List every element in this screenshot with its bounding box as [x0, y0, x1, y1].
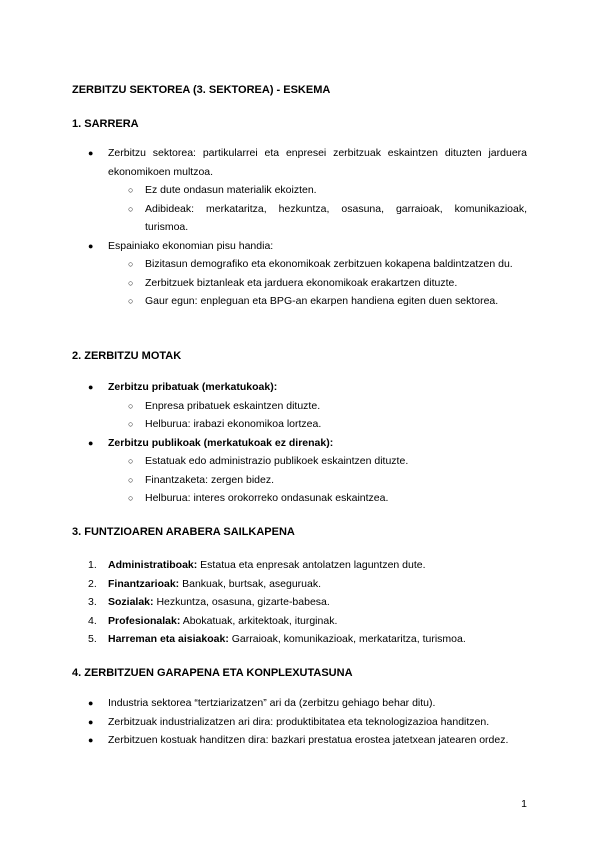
- list-item: [0, 181, 600, 200]
- list-item: [0, 292, 600, 311]
- sub-bullet-marker: ○: [128, 277, 134, 288]
- list-item: [0, 255, 600, 274]
- list-item: [0, 144, 600, 181]
- item-number: 3.: [88, 596, 97, 608]
- list-item-text: Zerbitzu sektorea: partikularrei eta enpresei zerbitzuak eskaintzen dituzten jarduera ekonomikoen multzoa.: [108, 147, 527, 178]
- list-item-text: Adibideak: merkataritza, hezkuntza, osasuna, garraioak, komunikazioak, turismoa.: [145, 202, 527, 233]
- section-1-list: [0, 144, 600, 311]
- list-item: [0, 713, 600, 732]
- list-item-text: Zerbitzuen kostuak handitzen dira: bazkari prestatua erostea jatetxean jatearen ordez.: [108, 734, 509, 746]
- sub-bullet-marker: ○: [128, 203, 134, 214]
- item-label: Sozialak:: [108, 596, 154, 608]
- list-item-text: Zerbitzuek biztanleak eta jarduera ekonomikoak erakartzen dituzte.: [145, 276, 458, 289]
- bullet-marker: ●: [88, 698, 94, 708]
- list-item-text: Industria sektorea “tertziarizatzen” ari da (zerbitzu gehiago behar ditu).: [108, 697, 436, 709]
- list-item: [0, 378, 600, 397]
- numbered-item: [0, 612, 600, 631]
- list-item-text: Zerbitzu publikoak (merkatukoak ez direnak):: [108, 436, 334, 449]
- section-4-list: [0, 694, 600, 750]
- item-text: Hezkuntza, osasuna, gizarte-babesa.: [153, 596, 330, 608]
- list-item: [0, 731, 600, 750]
- list-item: [0, 452, 600, 471]
- section-2-heading: 2. ZERBITZU MOTAK: [72, 350, 182, 362]
- item-text: Abokatuak, arkitektoak, iturginak.: [180, 614, 338, 627]
- list-item: [0, 694, 600, 713]
- list-item: [0, 471, 600, 490]
- list-item-text: Enpresa pribatuek eskaintzen dituzte.: [145, 399, 321, 412]
- item-text: Garraioak, komunikazioak, merkataritza, turismoa.: [228, 633, 466, 645]
- bullet-marker: ●: [88, 240, 94, 251]
- section-3-list: [0, 556, 600, 649]
- sub-bullet-marker: ○: [128, 419, 134, 429]
- list-item-text: Helburua: irabazi ekonomikoa lortzea.: [145, 418, 322, 430]
- item-label: Administratiboak:: [108, 559, 198, 571]
- list-item: [0, 415, 600, 434]
- sub-bullet-marker: ○: [128, 474, 134, 485]
- list-item: [0, 200, 600, 237]
- list-item: [0, 237, 600, 256]
- sub-bullet-marker: ○: [128, 185, 134, 195]
- list-item-text: Ez dute ondasun materialik ekoizten.: [145, 184, 317, 196]
- list-item: [0, 274, 600, 293]
- bullet-marker: ●: [88, 437, 94, 448]
- section-4-heading: 4. ZERBITZUEN GARAPENA ETA KONPLEXUTASUNA: [72, 667, 353, 679]
- section-2-list: [0, 378, 600, 508]
- item-label: Profesionalak:: [108, 614, 181, 627]
- item-number: 1.: [88, 559, 97, 571]
- numbered-item: [0, 575, 600, 594]
- list-item: [0, 434, 600, 453]
- list-item-text: Finantzaketa: zergen bidez.: [145, 473, 274, 486]
- sub-bullet-marker: ○: [128, 456, 134, 466]
- bullet-marker: ●: [88, 735, 94, 745]
- item-number: 5.: [88, 633, 97, 645]
- bullet-marker: ●: [88, 716, 94, 727]
- document-title: ZERBITZU SEKTOREA (3. SEKTOREA) - ESKEMA: [72, 84, 331, 96]
- list-item-text: Helburua: interes orokorreko ondasunak eskaintzea.: [145, 492, 389, 504]
- list-item-text: Gaur egun: enpleguan eta BPG-an ekarpen handiena egiten duen sektorea.: [145, 295, 499, 307]
- sub-bullet-marker: ○: [128, 400, 134, 411]
- list-item: [0, 489, 600, 508]
- item-number: 2.: [88, 577, 97, 590]
- numbered-item: [0, 556, 600, 575]
- bullet-marker: ●: [88, 148, 94, 158]
- section-3-heading: 3. FUNTZIOAREN ARABERA SAILKAPENA: [72, 526, 295, 538]
- list-item: [0, 397, 600, 416]
- item-label: Finantzarioak:: [108, 577, 180, 590]
- numbered-item: [0, 630, 600, 649]
- item-text: Estatua eta enpresak antolatzen laguntzen dute.: [197, 559, 426, 571]
- item-text: Bankuak, burtsak, aseguruak.: [179, 577, 322, 590]
- sub-bullet-marker: ○: [128, 259, 134, 269]
- section-1-heading: 1. SARRERA: [72, 118, 139, 130]
- sub-bullet-marker: ○: [128, 493, 134, 503]
- list-item-text: Estatuak edo administrazio publikoek eskaintzen dituzte.: [145, 455, 409, 467]
- sub-bullet-marker: ○: [128, 296, 134, 306]
- item-number: 4.: [88, 614, 97, 627]
- numbered-item: [0, 593, 600, 612]
- item-label: Harreman eta aisiakoak:: [108, 633, 229, 645]
- list-item-text: Zerbitzuak industrializatzen ari dira: produktibitatea eta teknologizazioa handitzen.: [108, 715, 490, 728]
- list-item-text: Zerbitzu pribatuak (merkatukoak):: [108, 381, 278, 393]
- list-item-text: Espainiako ekonomian pisu handia:: [108, 239, 274, 252]
- list-item-text: Bizitasun demografiko eta ekonomikoak zerbitzuen kokapena baldintzatzen du.: [145, 258, 513, 270]
- page-number: 1: [521, 798, 527, 810]
- bullet-marker: ●: [88, 382, 94, 392]
